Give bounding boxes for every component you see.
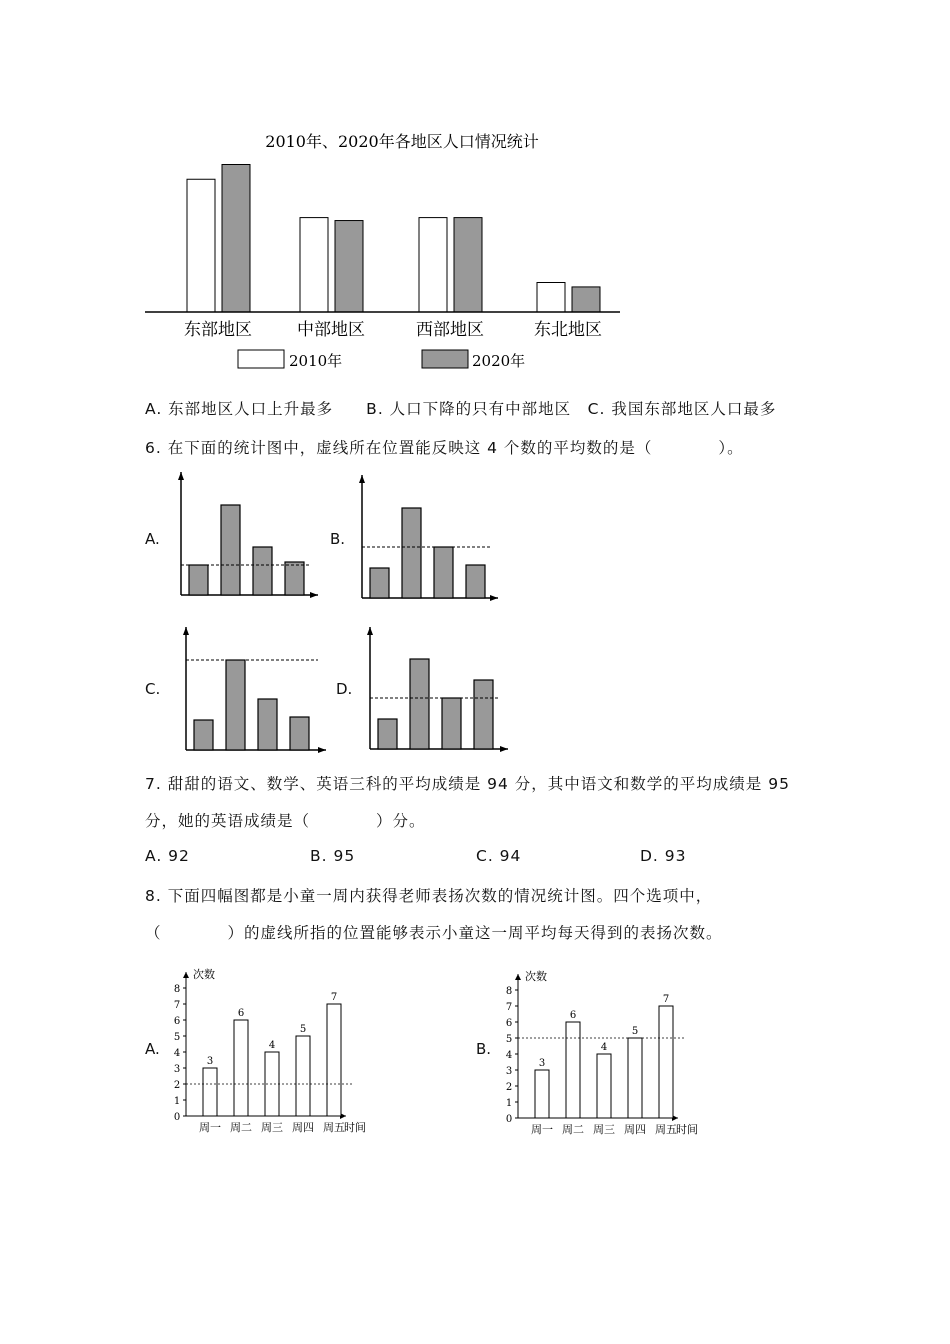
q8-bar-value-label: 4 xyxy=(268,1040,276,1051)
q6-option-b-label: B. xyxy=(330,530,346,548)
q8-bar xyxy=(535,1070,549,1118)
legend-2010-label: 2010年 xyxy=(289,352,343,370)
y-tick-label: 5 xyxy=(505,1034,513,1045)
y-arrow xyxy=(183,972,189,978)
q8-category-label: 周一 xyxy=(199,1121,221,1134)
q8-bar-value-label: 6 xyxy=(569,1010,577,1021)
y-tick-label: 1 xyxy=(173,1096,181,1107)
q8-bar-value-label: 3 xyxy=(206,1056,214,1067)
q8-category-label: 周三 xyxy=(261,1121,283,1134)
y-axis-label: 次数 xyxy=(193,968,215,981)
y-tick-label: 4 xyxy=(173,1048,181,1059)
q8-line2: （ ）的虚线所指的位置能够表示小童这一周平均每天得到的表扬次数。 xyxy=(145,924,723,942)
q5-category-label: 东部地区 xyxy=(184,320,252,340)
y-tick-label: 8 xyxy=(505,986,513,997)
q8-bar xyxy=(566,1022,580,1118)
q8-bar-value-label: 7 xyxy=(662,994,670,1005)
q8-bar xyxy=(234,1020,248,1116)
q5-options: A. 东部地区人口上升最多 B. 人口下降的只有中部地区 C. 我国东部地区人口最多 xyxy=(145,400,777,418)
q8-chart-1 xyxy=(174,967,366,1134)
q7-option-c: C. 94 xyxy=(476,847,522,865)
q8-bar xyxy=(628,1038,642,1118)
y-tick-label: 2 xyxy=(173,1080,181,1091)
y-tick-label: 0 xyxy=(173,1112,181,1123)
q8-bar xyxy=(659,1006,673,1118)
q8-category-label: 周三 xyxy=(593,1123,615,1136)
q8-bar xyxy=(203,1068,217,1116)
y-tick-label: 2 xyxy=(505,1082,513,1093)
q8-option-a-label: A. xyxy=(145,1040,160,1058)
q8-category-label: 周二 xyxy=(230,1121,252,1134)
legend-2020-label: 2020年 xyxy=(472,352,526,370)
q5-chart-title: 2010年、2020年各地区人口情况统计 xyxy=(265,132,539,151)
q7-option-a: A. 92 xyxy=(145,847,190,865)
x-axis-label: 时间 xyxy=(676,1123,698,1136)
y-tick-label: 8 xyxy=(173,984,181,995)
y-tick-label: 4 xyxy=(505,1050,513,1061)
q6-option-d-label: D. xyxy=(336,680,353,698)
q8-category-label: 周二 xyxy=(562,1123,584,1136)
y-tick-label: 5 xyxy=(173,1032,181,1043)
y-tick-label: 1 xyxy=(505,1098,513,1109)
q7-option-b: B. 95 xyxy=(310,847,356,865)
y-tick-label: 3 xyxy=(173,1064,181,1075)
q6-stem: 6. 在下面的统计图中，虚线所在位置能反映这 4 个数的平均数的是（ ）。 xyxy=(145,439,744,457)
q8-category-label: 周四 xyxy=(624,1123,646,1136)
x-axis-label: 时间 xyxy=(344,1121,366,1134)
q8-category-label: 周一 xyxy=(531,1123,553,1136)
y-tick-label: 6 xyxy=(173,1016,181,1027)
q5-category-label: 中部地区 xyxy=(297,320,365,340)
q8-category-label: 周五 xyxy=(323,1121,345,1134)
q6-option-c-label: C. xyxy=(145,680,161,698)
q8-bar-value-label: 5 xyxy=(631,1026,639,1037)
q8-category-label: 周四 xyxy=(292,1121,314,1134)
q5-category-label: 东北地区 xyxy=(534,320,602,340)
q8-bar-value-label: 3 xyxy=(538,1058,546,1069)
y-arrow xyxy=(515,974,521,980)
y-tick-label: 7 xyxy=(173,1000,181,1011)
q8-chart-2 xyxy=(506,969,698,1136)
q8-option-b-label: B. xyxy=(476,1040,492,1058)
y-tick-label: 7 xyxy=(505,1002,513,1013)
y-tick-label: 3 xyxy=(505,1066,513,1077)
q8-bar-value-label: 5 xyxy=(299,1024,307,1035)
q6-option-a-label: A. xyxy=(145,530,160,548)
y-tick-label: 6 xyxy=(505,1018,513,1029)
q7-line2: 分，她的英语成绩是（ ）分。 xyxy=(145,812,426,830)
q7-option-d: D. 93 xyxy=(640,847,687,865)
q7-line1: 7. 甜甜的语文、数学、英语三科的平均成绩是 94 分，其中语文和数学的平均成绩是 95 xyxy=(145,775,790,793)
q5-category-label: 西部地区 xyxy=(416,320,484,340)
q8-category-label: 周五 xyxy=(655,1123,677,1136)
y-tick-label: 0 xyxy=(505,1114,513,1125)
y-axis-label: 次数 xyxy=(525,970,547,983)
q8-bar xyxy=(327,1004,341,1116)
q8-bar-value-label: 7 xyxy=(330,992,338,1003)
q8-line1: 8. 下面四幅图都是小童一周内获得老师表扬次数的情况统计图。四个选项中， xyxy=(145,887,713,905)
q8-bar-value-label: 6 xyxy=(237,1008,245,1019)
q8-bar-value-label: 4 xyxy=(600,1042,608,1053)
q8-bar xyxy=(296,1036,310,1116)
q8-bar xyxy=(597,1054,611,1118)
